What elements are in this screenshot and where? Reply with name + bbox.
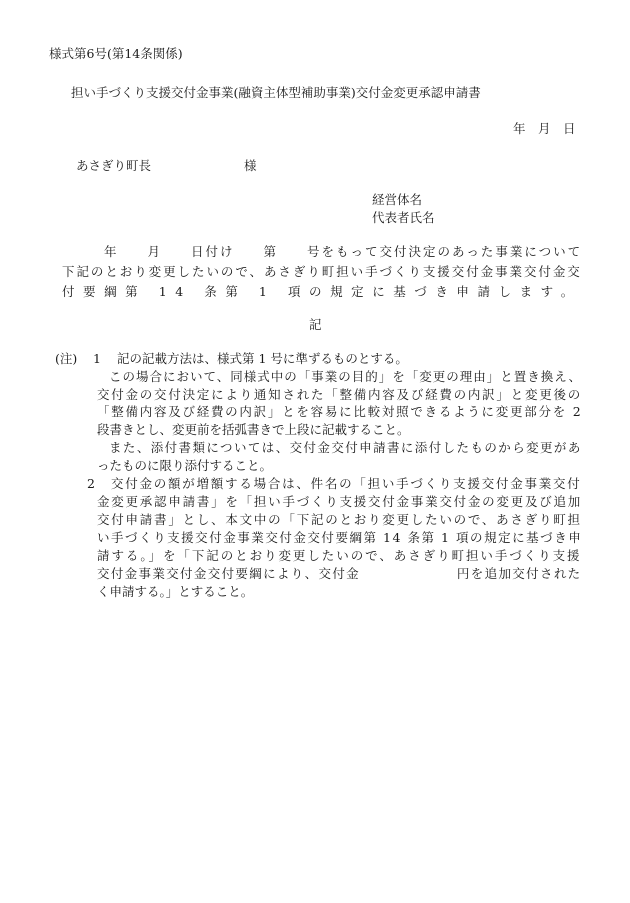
date-line: 年 月 日 bbox=[513, 121, 576, 136]
note-1-line: ったものに限り添付すること。 bbox=[97, 458, 273, 473]
addressee-honorific: 様 bbox=[244, 158, 257, 173]
note-2-number: 2 bbox=[87, 476, 95, 491]
applicant-representative-label: 代表者氏名 bbox=[372, 210, 435, 225]
form-number: 様式第6号(第14条関係) bbox=[49, 46, 183, 61]
body-line: 付要綱第 14 条第 1 項の規定に基づき申請します。 bbox=[62, 284, 582, 299]
notes-prefix: (注) bbox=[55, 351, 78, 366]
note-1-number: 1 bbox=[93, 351, 101, 366]
note-1-line: また、添付書類については、交付金交付申請書に添付したものから変更があ bbox=[109, 440, 582, 455]
note-1-line: この場合において、同様式中の「事業の目的」を「変更の理由」と置き換え、 bbox=[109, 369, 583, 384]
note-1-line: 「整備内容及び経費の内訳」とを容易に比較対照できるように変更部分を 2 bbox=[97, 404, 583, 419]
ki-heading: 記 bbox=[309, 317, 322, 332]
body-line: 下記のとおり変更したいので、あさぎり町担い手づくり支援交付金事業交付金交 bbox=[62, 264, 582, 279]
note-2-line: 請する。」を「下記のとおり変更したいので、あさぎり町担い手づくり支援 bbox=[97, 548, 582, 563]
note-1-line: 記の記載方法は、様式第 1 号に準ずるものとする。 bbox=[117, 351, 408, 366]
note-2-line: 交付申請書」とし、本文中の「下記のとおり変更したいので、あさぎり町担 bbox=[97, 512, 582, 527]
note-2-line: 交付金の額が増額する場合は、件名の「担い手づくり支援交付金事業交付 bbox=[111, 476, 582, 491]
note-2-line: く申請する。」とすること。 bbox=[97, 584, 254, 599]
applicant-entity-label: 経営体名 bbox=[372, 192, 423, 207]
note-2-line: 交付金事業交付金交付要綱により、交付金 円を追加交付された bbox=[97, 566, 582, 581]
note-2-line: い手づくり支援交付金事業交付金交付要綱第 14 条第 1 項の規定に基づき申 bbox=[97, 530, 583, 545]
body-line: 年 月 日付け 第 号をもって交付決定のあった事業について bbox=[104, 244, 583, 259]
document-title: 担い手づくり支援交付金事業(融資主体型補助事業)交付金変更承認申請書 bbox=[71, 85, 481, 100]
note-1-line: 段書きとし、変更前を括弧書きで上段に記載すること。 bbox=[97, 422, 410, 437]
addressee-town: あさぎり町長 bbox=[76, 158, 152, 173]
note-2-line: 金変更承認申請書」を「担い手づくり支援交付金事業交付金の変更及び追加 bbox=[97, 494, 583, 509]
note-1-line: 交付金の交付決定により通知された「整備内容及び経費の内訳」と変更後の bbox=[97, 387, 583, 402]
